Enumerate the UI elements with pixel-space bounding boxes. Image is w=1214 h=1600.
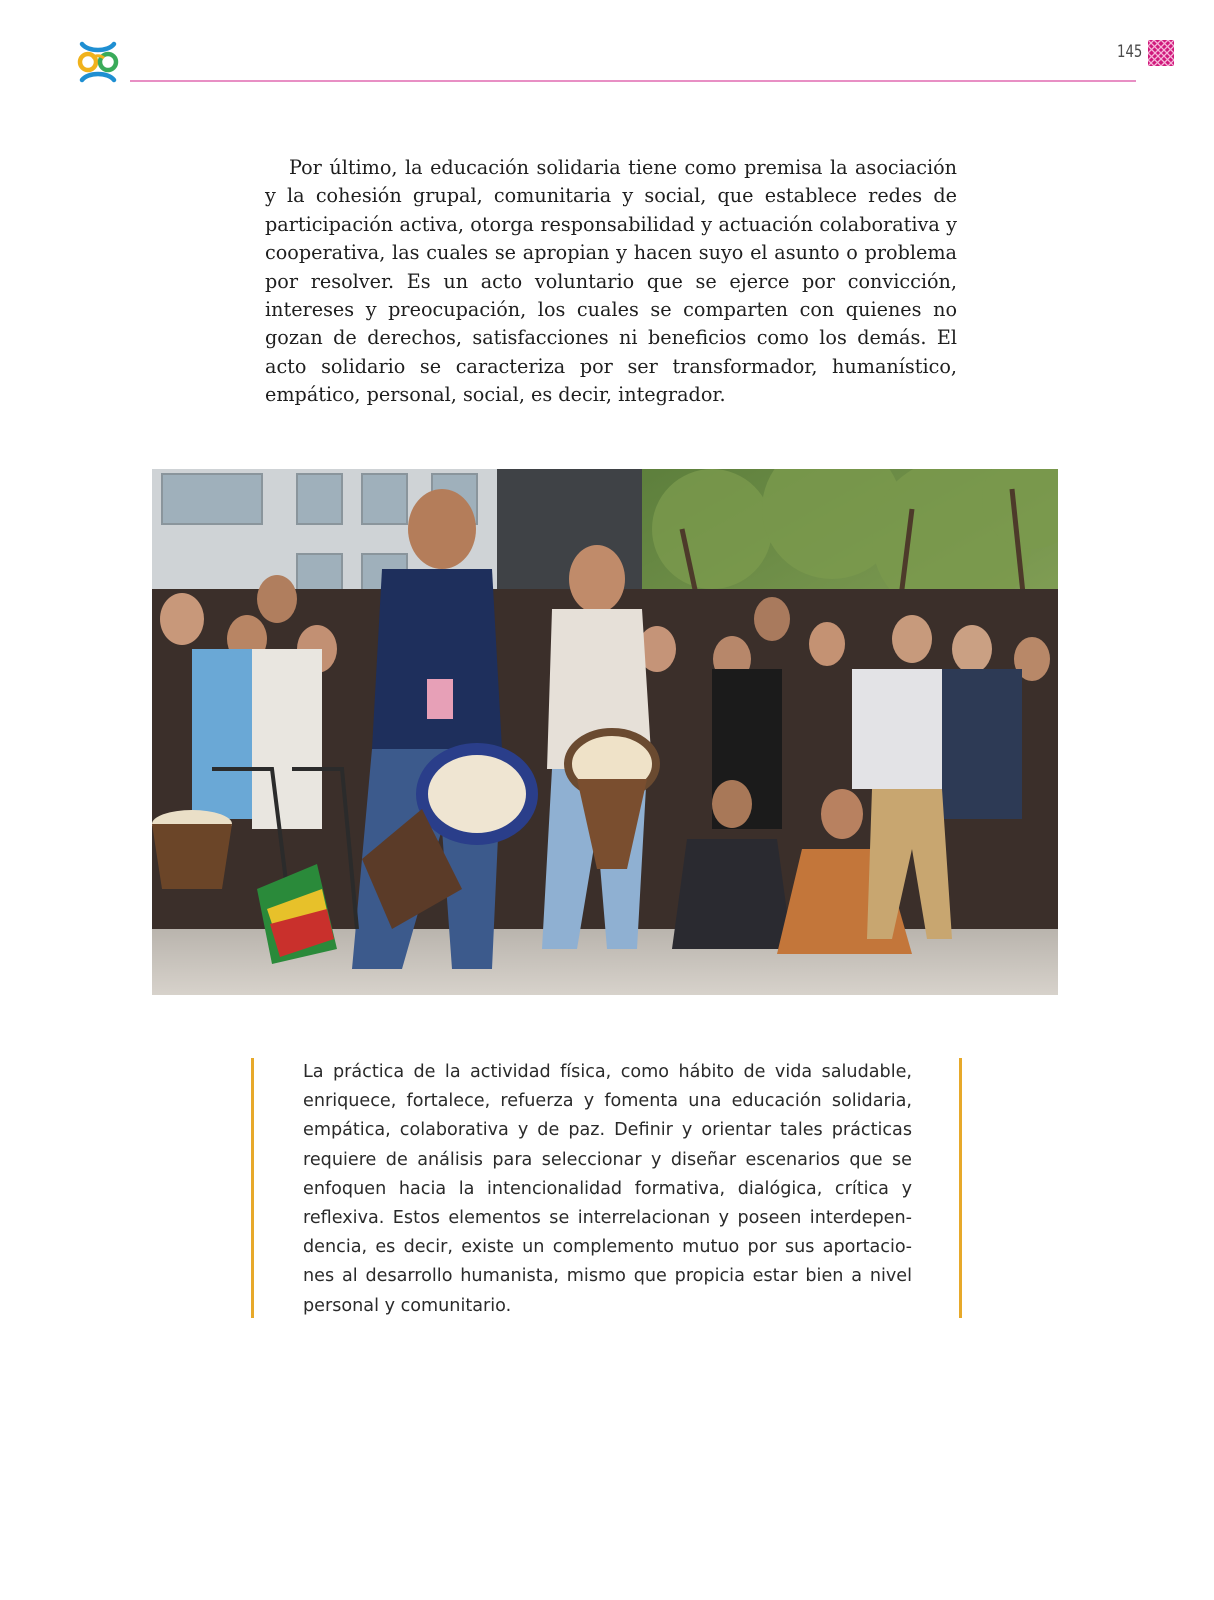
magenta-pattern-square-icon — [1148, 40, 1174, 66]
interlinked-figure-logo-icon — [74, 38, 122, 86]
header-rule — [130, 80, 1136, 82]
page-number: 145 — [1117, 42, 1143, 62]
callout-box — [251, 1058, 962, 1318]
callout-text: La práctica de la actividad física, como hábito de vida saludable, enriquece, fortalece, refuerza y fomenta una educación solidaria, empática, colaborativa y de paz. Definir y orientar tales prácticas requiere de análisis para seleccionar y diseñar escenarios que se enfoquen hacia la intencionalidad formativa, dialógica, crítica y reflexiva. Estos elementos se interrelacionan y poseen interdependencia, es decir, existe un complemento mutuo por sus aportaciones al desarrollo humanista, mismo que propicia estar bien a nivel personal y comunitario. — [303, 1062, 912, 1316]
drummers-in-crowd-photo — [152, 469, 1058, 995]
callout-right-bar — [959, 1058, 962, 1318]
main-paragraph: Por último, la educación solidaria tiene como premisa la asociación y la cohesión grupal, comunitaria y social, que establece redes de participación activa, otorga responsabilidad y actuación colaborativa y cooperativa, las cuales se apropian y hacen suyo el asunto o problema por resolver. Es un acto voluntario que se ejerce por convicción, intereses y preocupación, los cuales se comparten con quienes no gozan de derechos, satisfacciones ni beneficios como los demás. El acto solidario se caracteriza por ser transformador, humanístico, empático, personal, social, es decir, integrador. — [265, 156, 957, 407]
callout-left-bar — [251, 1058, 254, 1318]
